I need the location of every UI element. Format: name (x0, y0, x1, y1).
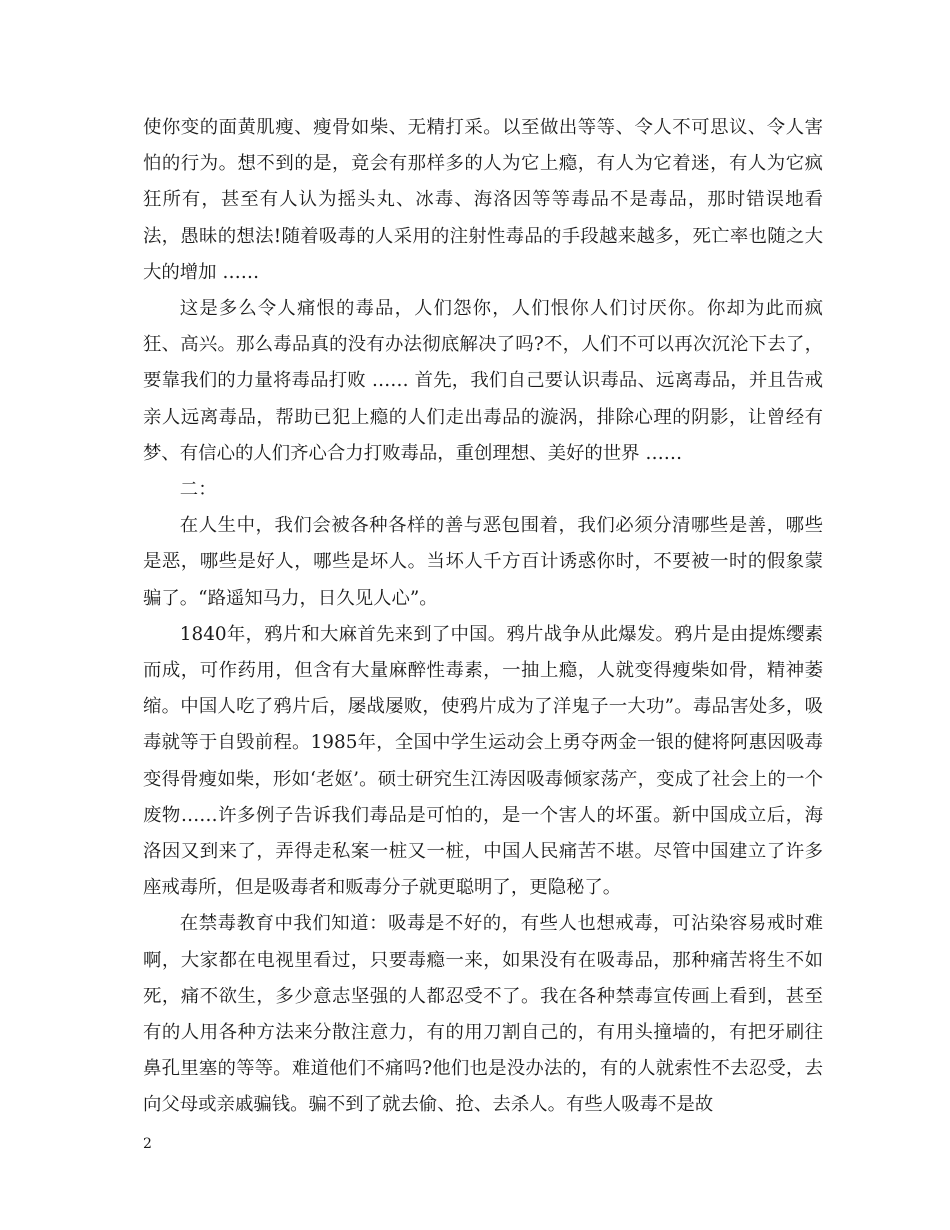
paragraph-5: 在禁毒教育中我们知道：吸毒是不好的，有些人也想戒毒，可沾染容易戒时难啊，大家都在电视里看过，只要毒瘾一来，如果没有在吸毒品，那种痛苦将生不如死，痛不欲生，多少意志坚强的人都忍受不了。我在各种禁毒宣传画上看到，甚至有的人用各种方法来分散注意力，有的用刀割自己的，有用头撞墙的，有把牙刷往鼻孔里塞的等等。难道他们不痛吗?他们也是没办法的，有的人就索性不去忍受，去向父母或亲戚骗钱。骗不到了就去偷、抢、去杀人。有些人吸毒不是故 (143, 913, 823, 1116)
page-number: 2 (143, 1136, 152, 1152)
document-body (143, 110, 823, 1124)
paragraph-3: 在人生中，我们会被各种各样的善与恶包围着，我们必须分清哪些是善，哪些是恶，哪些是好人，哪些是坏人。当坏人千方百计诱惑你时，不要被一时的假象蒙骗了。“路遥知马力，日久见人心”。 (143, 515, 823, 609)
section-heading: 二： (179, 479, 217, 501)
paragraph-4: 1840年，鸦片和大麻首先来到了中国。鸦片战争从此爆发。鸦片是由提炼缨素而成，可作药用，但含有大量麻醉性毒素，一抽上瘾，人就变得瘦柴如骨，精神萎缩。中国人吃了鸦片后，屡战屡败，使鸦片成为了洋鬼子一大功”。毒品害处多，吸毒就等于自毁前程。1985年，全国中学生运动会上勇夺两金一银的健将阿惠因吸毒变得骨瘦如柴，形如‘老妪’。硕士研究生江涛因吸毒倾家荡产，变成了社会上的一个废物……许多例子告诉我们毒品是可怕的，是一个害人的坏蛋。新中国成立后，海洛因又到来了，弄得走私案一桩又一桩，中国人民痛苦不堪。尽管中国建立了许多座戒毒所，但是吸毒者和贩毒分子就更聪明了，更隐秘了。 (143, 623, 823, 899)
paragraph-2: 这是多么令人痛恨的毒品，人们怨你，人们恨你人们讨厌你。你却为此而疯狂、高兴。那么毒品真的没有办法彻底解决了吗?不，人们不可以再次沉沦下去了，要靠我们的力量将毒品打败 …… 首先，我们自己要认识毒品、远离毒品，并且告戒亲人远离毒品，帮助已犯上瘾的人们走出毒品的漩涡，排除心理的阴影，让曾经有梦、有信心的人们齐心合力打败毒品，重创理想、美好的世界 …… (143, 298, 823, 464)
paragraph-1: 使你变的面黄肌瘦、瘦骨如柴、无精打采。以至做出等等、令人不可思议、令人害怕的行为。想不到的是，竟会有那样多的人为它上瘾，有人为它着迷，有人为它疯狂所有，甚至有人认为摇头丸、冰毒、海洛因等等毒品不是毒品，那时错误地看法，愚昧的想法!随着吸毒的人采用的注射性毒品的手段越来越多，死亡率也随之大大的增加 …… (143, 117, 823, 283)
